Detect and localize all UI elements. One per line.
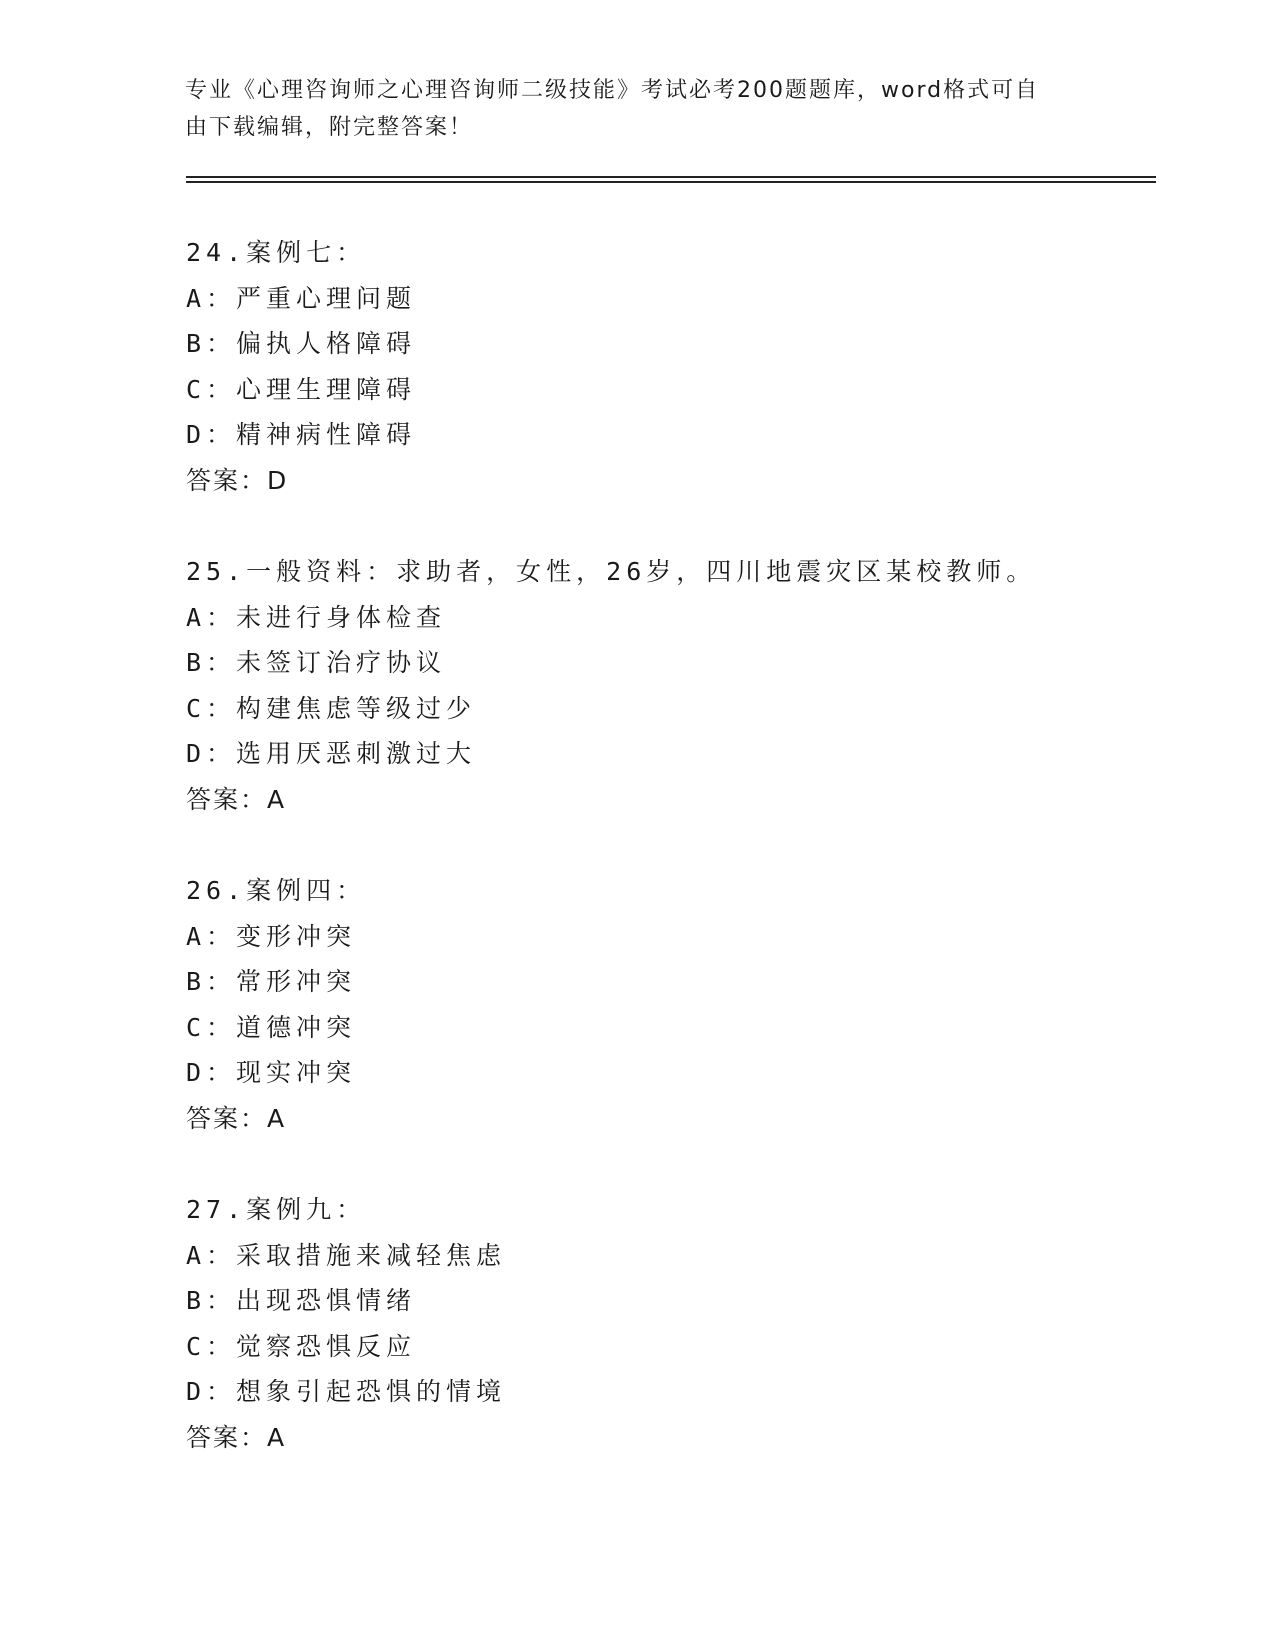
question-list	[186, 230, 1146, 1506]
question-stem: 25.一般资料：求助者，女性，26岁，四川地震灾区某校教师。	[186, 557, 1037, 586]
option-c: C：觉察恐惧反应	[186, 1331, 417, 1361]
question-27	[186, 1187, 1146, 1460]
question-26	[186, 868, 1146, 1141]
option-a: A：采取措施来减轻焦虑	[186, 1240, 507, 1270]
answer-line: 答案：D	[186, 465, 289, 495]
answer-line: 答案：A	[186, 784, 287, 814]
question-stem: 24.案例七：	[186, 238, 367, 267]
option-b: B：出现恐惧情绪	[186, 1286, 417, 1315]
option-d: D：选用厌恶刺激过大	[186, 739, 477, 768]
answer-line: 答案：A	[186, 1422, 287, 1452]
question-25	[186, 549, 1146, 822]
answer-line: 答案：A	[186, 1103, 287, 1133]
header-divider-bottom	[186, 181, 1156, 183]
option-b: B：偏执人格障碍	[186, 329, 417, 358]
header-line-1: 专业《心理咨询师之心理咨询师二级技能》考试必考200题题库，word格式可自	[185, 78, 1040, 103]
option-c: C：道德冲突	[186, 1012, 357, 1042]
question-24	[186, 230, 1146, 503]
header-divider-top	[186, 176, 1156, 178]
option-d: D：精神病性障碍	[186, 420, 417, 449]
option-c: C：心理生理障碍	[186, 374, 417, 404]
option-a: A：未进行身体检查	[186, 602, 447, 632]
question-stem: 27.案例九：	[186, 1195, 367, 1224]
document-header	[185, 72, 1065, 146]
option-b: B：未签订治疗协议	[186, 648, 447, 677]
header-line-2: 由下载编辑，附完整答案！	[185, 115, 474, 140]
option-b: B：常形冲突	[186, 967, 357, 996]
option-a: A：严重心理问题	[186, 283, 417, 313]
question-stem: 26.案例四：	[186, 876, 367, 905]
option-d: D：想象引起恐惧的情境	[186, 1377, 507, 1406]
option-c: C：构建焦虑等级过少	[186, 693, 477, 723]
option-d: D：现实冲突	[186, 1058, 357, 1087]
option-a: A：变形冲突	[186, 921, 357, 951]
